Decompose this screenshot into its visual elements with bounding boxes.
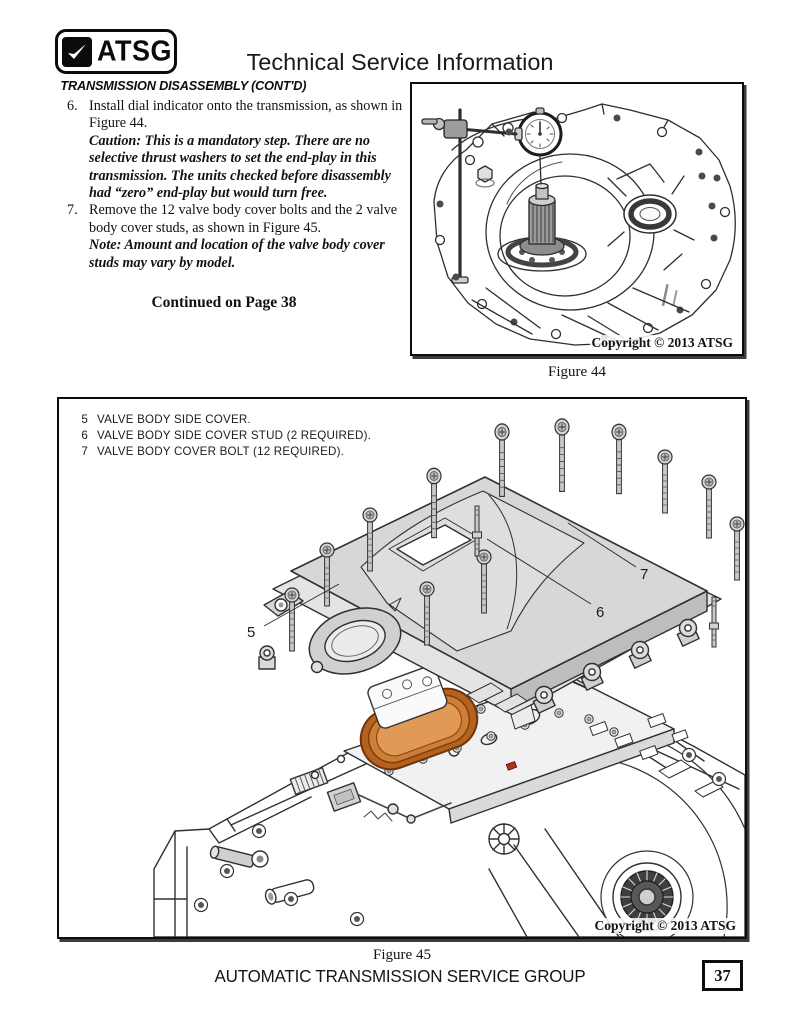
figure-copyright: Copyright © 2013 ATSG bbox=[594, 918, 736, 933]
legend-item bbox=[80, 428, 371, 444]
step-7 bbox=[55, 202, 407, 272]
legend-num: 6 bbox=[81, 429, 88, 443]
legend-item bbox=[80, 444, 371, 460]
step-number: 7. bbox=[67, 202, 78, 219]
legend-num: 5 bbox=[81, 413, 88, 426]
figure-45 bbox=[57, 397, 747, 964]
legend-item bbox=[80, 412, 371, 428]
callout-6: 6 bbox=[596, 604, 605, 621]
continued-note: Continued on Page 38 bbox=[151, 294, 297, 312]
figure-45-caption: Figure 45 bbox=[373, 947, 431, 963]
figure-copyright: Copyright © 2013 ATSG bbox=[591, 335, 733, 350]
step-number: 6. bbox=[67, 98, 78, 114]
step-note: Note: Amount and location of the valve body cover studs may vary by model. bbox=[89, 237, 385, 271]
figure-44-illustration bbox=[412, 84, 742, 354]
page-number: 37 bbox=[702, 960, 743, 991]
step-caution: Caution: This is a mandatory step. There are no selective thrust washers to set the end-play in this transmission. The units checked before disassembly had “zero” end-play but would turn free. bbox=[89, 132, 391, 202]
step-text: Remove the 12 valve body cover bolts and the 2 valve body cover studs, as shown in Figure 45. bbox=[89, 202, 398, 236]
step-text: Install dial indicator onto the transmission, as shown in Figure 44. bbox=[89, 98, 403, 132]
footer-org: AUTOMATIC TRANSMISSION SERVICE GROUP bbox=[214, 966, 586, 986]
legend-label: VALVE BODY SIDE COVER. bbox=[97, 413, 251, 426]
atsg-logo bbox=[55, 29, 177, 74]
figure-45-frame bbox=[57, 397, 747, 939]
legend-label: VALVE BODY SIDE COVER STUD (2 REQUIRED). bbox=[97, 429, 372, 443]
figure-44 bbox=[410, 82, 744, 381]
legend-label: VALVE BODY COVER BOLT (12 REQUIRED). bbox=[97, 445, 345, 459]
section-heading: TRANSMISSION DISASSEMBLY (CONT'D) bbox=[60, 78, 307, 93]
callout-5: 5 bbox=[247, 624, 256, 641]
logo-text: ATSG bbox=[97, 35, 172, 67]
checkmark-icon bbox=[62, 37, 92, 67]
step-6 bbox=[55, 98, 407, 202]
figure-44-caption: Figure 44 bbox=[548, 364, 606, 380]
instructions-column bbox=[55, 78, 407, 312]
figure-44-frame bbox=[410, 82, 744, 356]
figure-45-illustration bbox=[59, 399, 745, 937]
figure-45-legend bbox=[80, 412, 371, 461]
legend-num: 7 bbox=[81, 445, 88, 459]
page-title: Technical Service Information bbox=[246, 48, 554, 75]
callout-7: 7 bbox=[640, 566, 649, 583]
